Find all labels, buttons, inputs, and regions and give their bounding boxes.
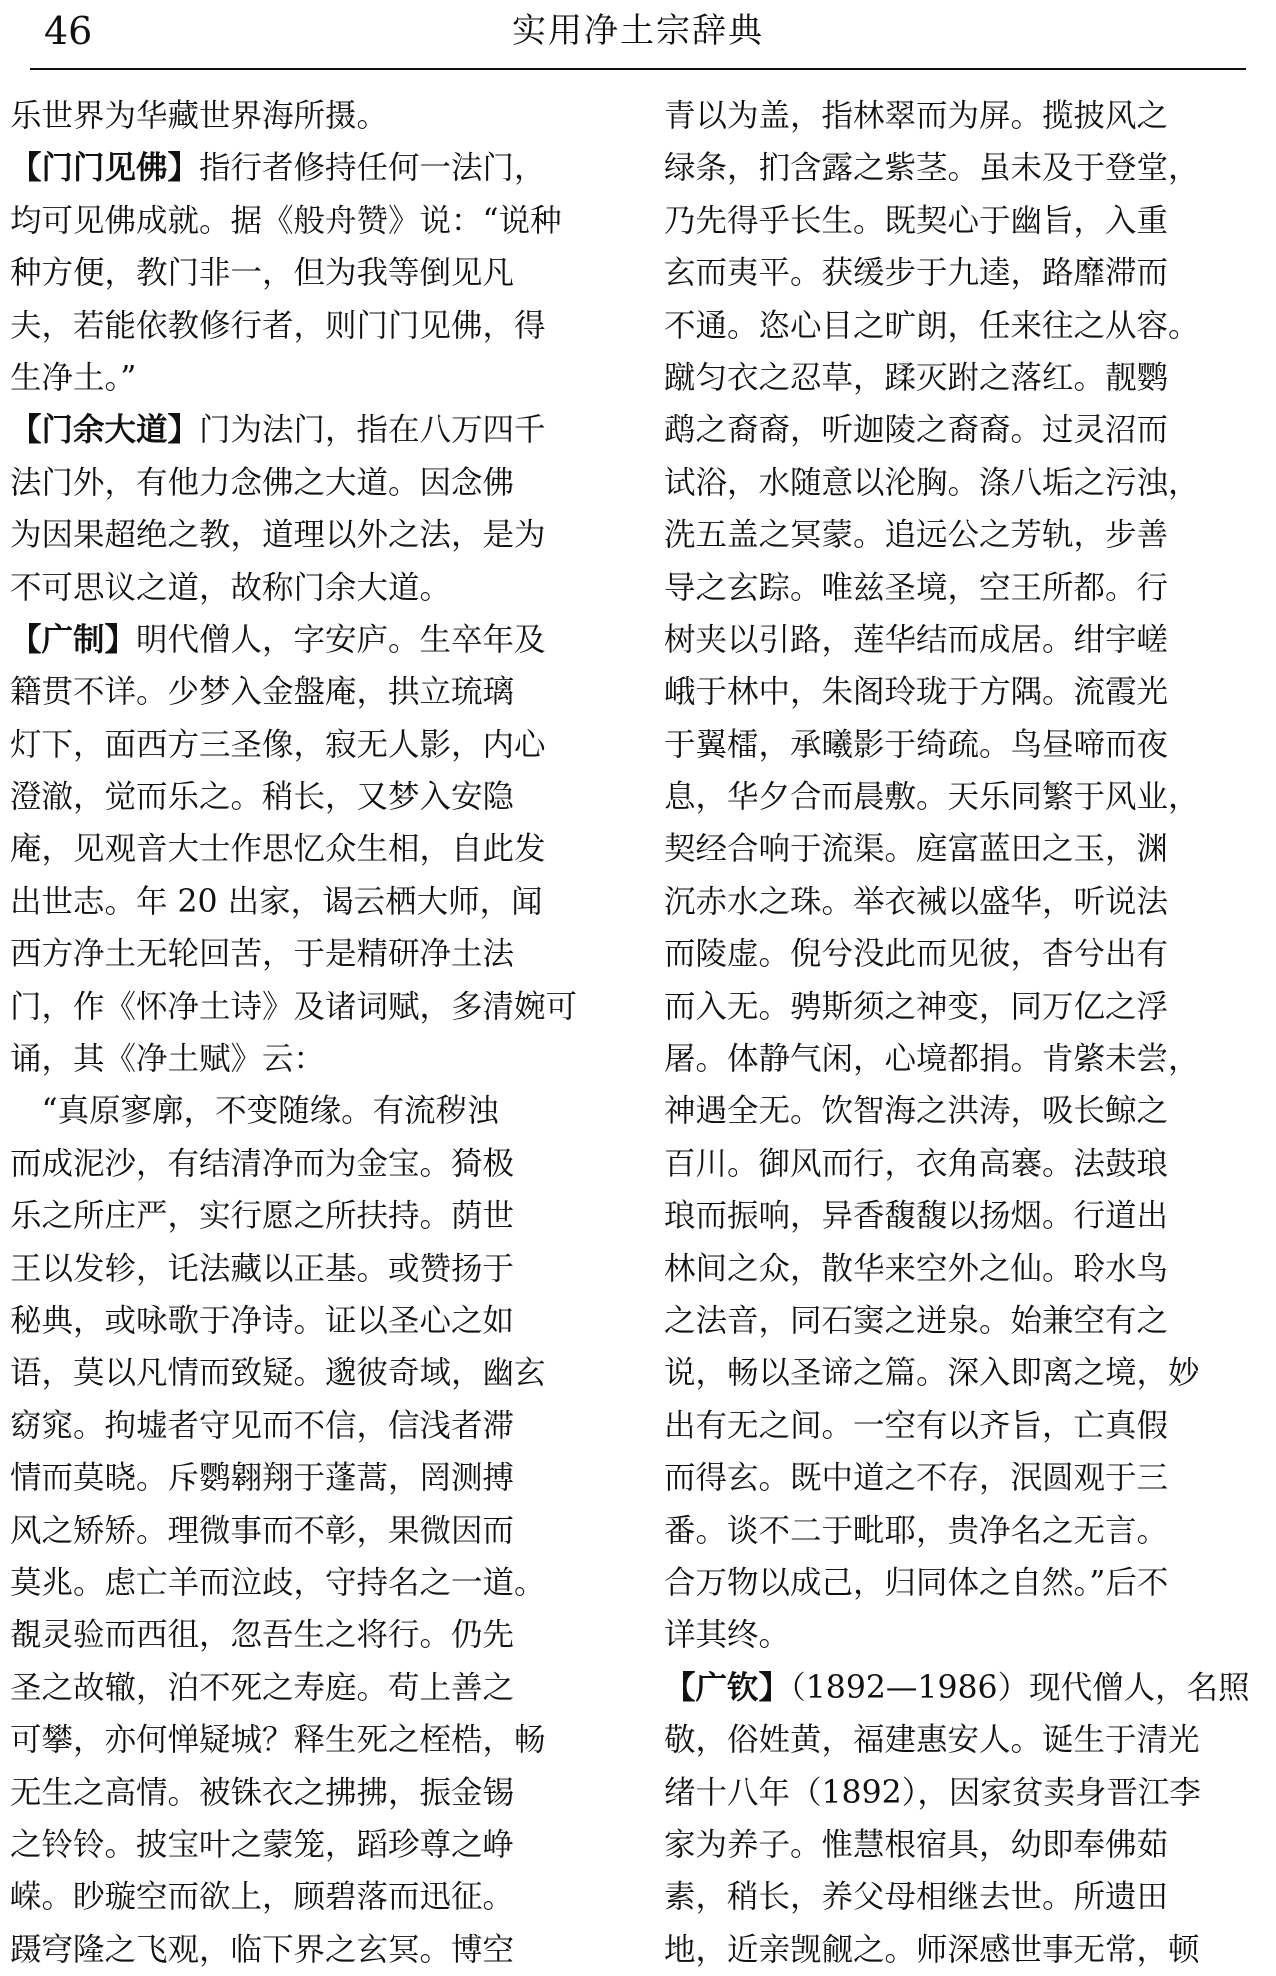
line-text: 青以为盖，指林翠而为屏。揽披风之 xyxy=(664,98,1169,134)
text-line xyxy=(664,404,1264,456)
text-line xyxy=(664,1085,1264,1137)
text-line xyxy=(664,195,1264,247)
line-text: 西方净土无轮回苦，于是精研净土法 xyxy=(10,936,515,973)
line-text: 家为养子。惟慧根宿具，幼即奉佛茹 xyxy=(664,1826,1169,1863)
line-text: 林间之众，散华来空外之仙。聆水鸟 xyxy=(664,1250,1169,1287)
text-line xyxy=(10,1767,610,1819)
text-line xyxy=(664,1295,1264,1347)
line-text: 灯下，面西方三圣像，寂无人影，内心 xyxy=(10,726,546,763)
line-text: 鹉之裔裔，听迦陵之裔裔。过灵沼而 xyxy=(664,412,1169,449)
line-text: 明代僧人，字安庐。生卒年及 xyxy=(136,621,546,658)
line-text: 详其终。 xyxy=(664,1617,791,1654)
text-line xyxy=(664,1871,1264,1923)
text-line xyxy=(10,1924,610,1976)
entry-term: 【门余大道】 xyxy=(10,411,200,449)
text-line xyxy=(10,666,610,718)
text-line xyxy=(10,90,610,142)
text-line xyxy=(664,771,1264,823)
line-text: 法门外，有他力念佛之大道。因念佛 xyxy=(10,464,515,501)
line-text: 种方便，教门非一，但为我等倒见凡 xyxy=(10,255,515,292)
line-text: 圣之故辙，泊不死之寿庭。苟上善之 xyxy=(10,1669,515,1706)
line-text: 诵，其《净土赋》云： xyxy=(10,1041,326,1078)
text-line xyxy=(10,823,610,875)
line-text: 百川。御风而行，衣角高褰。法鼓琅 xyxy=(664,1145,1169,1182)
text-line xyxy=(10,1871,610,1923)
line-text: 导之玄踪。唯兹圣境，空王所都。行 xyxy=(664,569,1169,606)
text-line xyxy=(664,1505,1264,1557)
line-text: 莫兆。虑亡羊而泣歧，守持名之一道。 xyxy=(10,1564,546,1601)
text-line xyxy=(10,142,610,194)
text-line xyxy=(10,1505,610,1557)
line-text: 出世志。年 20 出家，谒云栖大师，闻 xyxy=(10,883,543,920)
line-text: 不可思议之道，故称门余大道。 xyxy=(10,569,452,606)
text-line xyxy=(10,1819,610,1871)
text-line xyxy=(664,823,1264,875)
text-line xyxy=(10,876,610,928)
text-line xyxy=(664,981,1264,1033)
text-line xyxy=(664,1609,1264,1661)
line-text: 乐之所庄严，实行愿之所扶持。荫世 xyxy=(10,1198,515,1235)
line-text: 素，稍长，养父母相继去世。所遗田 xyxy=(664,1879,1169,1916)
text-line xyxy=(664,1033,1264,1085)
line-text: 之法音，同石窦之迸泉。始兼空有之 xyxy=(664,1302,1169,1339)
text-line xyxy=(10,404,610,456)
line-text: 契经合响于流渠。庭富蓝田之玉，渊 xyxy=(664,831,1169,868)
text-line xyxy=(10,1609,610,1661)
text-line xyxy=(10,928,610,980)
text-line xyxy=(10,457,610,509)
text-line xyxy=(664,1767,1264,1819)
line-text: 均可见佛成就。据《般舟赞》说：“说种 xyxy=(10,202,562,239)
entry-term: 【门门见佛】 xyxy=(10,149,200,187)
text-line xyxy=(664,719,1264,771)
page-header xyxy=(30,0,1246,66)
text-line xyxy=(664,1400,1264,1452)
line-text: 指行者修持任何一法门， xyxy=(199,150,546,187)
text-line xyxy=(664,1190,1264,1242)
text-line xyxy=(10,1557,610,1609)
text-line xyxy=(664,562,1264,614)
line-text: 为因果超绝之教，道理以外之法，是为 xyxy=(10,517,546,554)
running-title: 实用净土宗辞典 xyxy=(512,11,764,51)
line-text: 门为法门，指在八万四千 xyxy=(199,412,546,449)
line-text: （1892—1986）现代僧人，名照 xyxy=(790,1669,1250,1706)
text-line xyxy=(664,90,1264,142)
line-text: 澄澈，觉而乐之。稍长，又梦入安隐 xyxy=(10,779,515,816)
text-line xyxy=(664,876,1264,928)
line-text: 于翼檑，承曦影于绮疏。鸟昼啼而夜 xyxy=(664,726,1169,763)
text-line xyxy=(664,1138,1264,1190)
line-text: 息，华夕合而晨敷。天乐同繁于风业， xyxy=(664,779,1200,816)
line-text: 屠。体静气闲，心境都捐。肯綮未尝， xyxy=(664,1041,1200,1078)
line-text: 庵，见观音大士作思忆众生相，自此发 xyxy=(10,831,546,868)
text-line xyxy=(10,1033,610,1085)
text-line xyxy=(664,142,1264,194)
line-text: 夫，若能依教修行者，则门门见佛，得 xyxy=(10,307,546,344)
header-rule xyxy=(30,68,1246,70)
text-line xyxy=(664,1243,1264,1295)
text-line xyxy=(10,1452,610,1504)
line-text: 蹴匀衣之忍草，蹂灭跗之落红。靓鹦 xyxy=(664,359,1169,396)
text-line xyxy=(664,614,1264,666)
right-column xyxy=(664,90,1264,1976)
text-line xyxy=(10,1714,610,1766)
line-text: 蹑穹隆之飞观，临下界之玄冥。博空 xyxy=(10,1931,515,1968)
line-text: 可攀，亦何惮疑城？释生死之桎梏，畅 xyxy=(10,1722,546,1759)
text-line xyxy=(664,1819,1264,1871)
line-text: 生净土。” xyxy=(10,359,137,396)
line-text: 绿条，扪含露之紫茎。虽未及于登堂， xyxy=(664,150,1200,187)
text-line xyxy=(10,1138,610,1190)
line-text: 玄而夷平。获缓步于九逵，路靡滞而 xyxy=(664,255,1169,292)
text-line xyxy=(10,1190,610,1242)
text-line xyxy=(664,352,1264,404)
line-text: 出有无之间。一空有以齐旨，亡真假 xyxy=(664,1407,1169,1444)
text-line xyxy=(10,771,610,823)
line-text: 地，近亲觊觎之。师深感世事无常，顿 xyxy=(664,1931,1200,1968)
text-line xyxy=(10,981,610,1033)
text-line xyxy=(10,247,610,299)
line-text: 试浴，水随意以沦胸。涤八垢之污浊， xyxy=(664,464,1200,501)
line-text: “真原寥廓，不变随缘。有流秽浊 xyxy=(10,1093,499,1130)
line-text: 嵘。眇璇空而欲上，顾碧落而迅征。 xyxy=(10,1879,515,1916)
line-text: 乐世界为华藏世界海所摄。 xyxy=(10,98,389,134)
text-line xyxy=(10,562,610,614)
line-text: 而得玄。既中道之不存，泯圆观于三 xyxy=(664,1460,1169,1497)
text-line xyxy=(664,1452,1264,1504)
line-text: 番。谈不二于毗耶，贵净名之无言。 xyxy=(664,1512,1169,1549)
text-line xyxy=(664,928,1264,980)
text-line xyxy=(10,195,610,247)
text-line xyxy=(664,1347,1264,1399)
entry-term: 【广制】 xyxy=(10,620,137,658)
text-line xyxy=(10,1400,610,1452)
line-text: 秘典，或咏歌于净诗。证以圣心之如 xyxy=(10,1302,515,1339)
line-text: 而成泥沙，有结清净而为金宝。猗极 xyxy=(10,1145,515,1182)
text-line xyxy=(10,1295,610,1347)
text-line xyxy=(10,1243,610,1295)
line-text: 沉赤水之珠。举衣裓以盛华，听说法 xyxy=(664,883,1169,920)
line-text: 无生之高情。被铢衣之拂拂，振金锡 xyxy=(10,1774,515,1811)
line-text: 情而莫晓。斥鹦翱翔于蓬蒿，罔测搏 xyxy=(10,1460,515,1497)
left-column xyxy=(10,90,610,1976)
line-text: 树夹以引路，莲华结而成居。绀宇嵯 xyxy=(664,621,1169,658)
line-text: 神遇全无。饮智海之洪涛，吸长鲸之 xyxy=(664,1093,1169,1130)
text-line xyxy=(664,457,1264,509)
text-line xyxy=(10,1085,610,1137)
text-line xyxy=(10,1662,610,1714)
text-line xyxy=(664,247,1264,299)
line-text: 绪十八年（1892），因家贫卖身晋江李 xyxy=(664,1774,1201,1811)
line-text: 乃先得乎长生。既契心于幽旨，入重 xyxy=(664,202,1169,239)
text-line xyxy=(664,666,1264,718)
line-text: 风之矫矫。理微事而不彰，果微因而 xyxy=(10,1512,515,1549)
line-text: 门，作《怀净土诗》及诸词赋，多清婉可 xyxy=(10,988,578,1025)
line-text: 之铃铃。披宝叶之蒙笼，蹈珍尊之峥 xyxy=(10,1826,515,1863)
line-text: 而入无。骋斯须之神变，同万亿之浮 xyxy=(664,988,1169,1025)
line-text: 语，莫以凡情而致疑。邈彼奇域，幽玄 xyxy=(10,1355,546,1392)
line-text: 籍贯不详。少梦入金盤庵，拱立琉璃 xyxy=(10,674,515,711)
page-number: 46 xyxy=(44,9,93,53)
line-text: 洗五盖之冥蒙。追远公之芳轨，步善 xyxy=(664,517,1169,554)
text-line xyxy=(664,1924,1264,1976)
line-text: 窈窕。拘墟者守见而不信，信浅者滞 xyxy=(10,1407,515,1444)
line-text: 合万物以成己，归同体之自然。”后不 xyxy=(664,1564,1169,1601)
entry-term: 【广钦】 xyxy=(664,1668,791,1706)
text-line xyxy=(10,300,610,352)
text-line xyxy=(10,509,610,561)
line-text: 琅而振响，异香馥馥以扬烟。行道出 xyxy=(664,1198,1169,1235)
text-line xyxy=(664,509,1264,561)
line-text: 覩灵验而西徂，忽吾生之将行。仍先 xyxy=(10,1617,515,1654)
text-line xyxy=(10,1347,610,1399)
text-line xyxy=(664,1557,1264,1609)
line-text: 不通。恣心目之旷朗，任来往之从容。 xyxy=(664,307,1200,344)
line-text: 说，畅以圣谛之篇。深入即离之境，妙 xyxy=(664,1355,1200,1392)
text-line xyxy=(10,719,610,771)
line-text: 敬，俗姓黄，福建惠安人。诞生于清光 xyxy=(664,1722,1200,1759)
text-line xyxy=(664,1714,1264,1766)
line-text: 王以发轸，讬法藏以正基。或赞扬于 xyxy=(10,1250,515,1287)
text-line xyxy=(10,614,610,666)
text-line xyxy=(664,1662,1264,1714)
text-line xyxy=(10,352,610,404)
line-text: 而陵虚。倪兮没此而见彼，杳兮出有 xyxy=(664,936,1169,973)
text-line xyxy=(664,300,1264,352)
line-text: 峨于林中，朱阁玲珑于方隅。流霞光 xyxy=(664,674,1169,711)
